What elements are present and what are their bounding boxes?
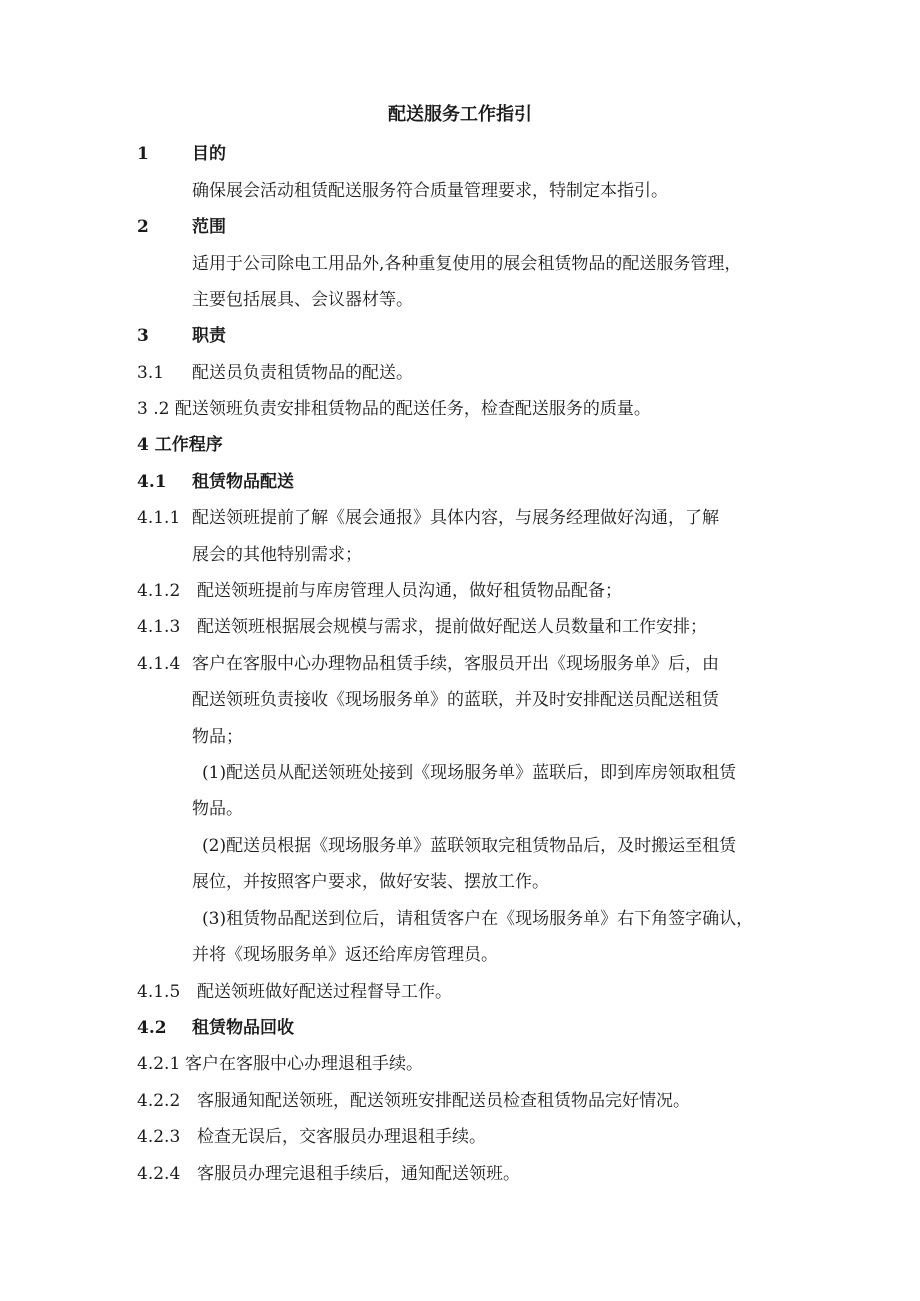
section-4-1-heading: 租赁物品配送 — [192, 472, 294, 492]
section-3-number: 3 — [137, 326, 149, 346]
item-4-2-3-text: 检查无误后，交客服员办理退租手续。 — [197, 1127, 486, 1147]
item-4-1-1-number: 4.1.1 — [137, 508, 181, 528]
section-2-number: 2 — [137, 217, 149, 237]
item-3-1-number: 3.1 — [137, 363, 165, 383]
section-4-1-number: 4.1 — [137, 472, 167, 492]
item-4-2-4-text: 客服员办理完退租手续后，通知配送领班。 — [197, 1164, 520, 1184]
item-4-1-3-text: 配送领班根据展会规模与需求，提前做好配送人员数量和工作安排； — [197, 617, 707, 637]
sub-item-3-line1: (3)租赁物品配送到位后，请租赁客户在《现场服务单》右下角签字确认， — [202, 909, 754, 929]
item-4-1-4-number: 4.1.4 — [137, 654, 181, 674]
item-4-2-1-number: 4.2.1 — [137, 1054, 181, 1074]
sub-item-3-line2: 并将《现场服务单》返还给库房管理员。 — [192, 945, 498, 965]
item-3-2-text: 3 .2 配送领班负责安排租赁物品的配送任务，检查配送服务的质量。 — [137, 399, 651, 419]
section-1-number: 1 — [137, 144, 149, 164]
section-2-text-line2: 主要包括展具、会议器材等。 — [192, 290, 413, 310]
item-4-2-3-number: 4.2.3 — [137, 1127, 181, 1147]
item-4-1-4-line2: 配送领班负责接收《现场服务单》的蓝联，并及时安排配送员配送租赁 — [192, 690, 719, 710]
section-2-text-line1: 适用于公司除电工用品外,各种重复使用的展会租赁物品的配送服务管理， — [192, 254, 742, 274]
item-4-1-4-line3: 物品； — [192, 727, 243, 747]
sub-item-1-line1: (1)配送员从配送领班处接到《现场服务单》蓝联后，即到库房领取租赁 — [202, 763, 737, 783]
section-4-2-heading: 租赁物品回收 — [192, 1018, 294, 1038]
item-4-2-2-text: 客服通知配送领班，配送领班安排配送员检查租赁物品完好情况。 — [197, 1091, 690, 1111]
item-4-2-1-text: 客户在客服中心办理退租手续。 — [185, 1054, 423, 1074]
item-4-1-2-number: 4.1.2 — [137, 581, 181, 601]
item-4-1-4-line1: 客户在客服中心办理物品租赁手续，客服员开出《现场服务单》后，由 — [192, 654, 719, 674]
section-4-2-number: 4.2 — [137, 1018, 167, 1038]
section-2-heading: 范围 — [192, 217, 226, 237]
item-4-1-1-line1: 配送领班提前了解《展会通报》具体内容，与展务经理做好沟通，了解 — [192, 508, 719, 528]
item-4-2-2-number: 4.2.2 — [137, 1091, 181, 1111]
item-4-1-5-number: 4.1.5 — [137, 982, 181, 1002]
section-1-heading: 目的 — [192, 144, 226, 164]
section-1-text: 确保展会活动租赁配送服务符合质量管理要求，特制定本指引。 — [192, 181, 668, 201]
sub-item-2-line1: (2)配送员根据《现场服务单》蓝联领取完租赁物品后，及时搬运至租赁 — [202, 836, 737, 856]
item-4-1-1-line2: 展会的其他特别需求； — [192, 545, 362, 565]
section-4-heading: 4 工作程序 — [137, 435, 223, 455]
sub-item-1-line2: 物品。 — [192, 799, 243, 819]
item-3-1-text: 配送员负责租赁物品的配送。 — [192, 363, 413, 383]
item-4-1-3-number: 4.1.3 — [137, 617, 181, 637]
item-4-1-5-text: 配送领班做好配送过程督导工作。 — [197, 982, 452, 1002]
item-4-1-2-text: 配送领班提前与库房管理人员沟通，做好租赁物品配备； — [197, 581, 622, 601]
page-title: 配送服务工作指引 — [388, 104, 532, 125]
section-3-heading: 职责 — [192, 326, 226, 346]
item-4-2-4-number: 4.2.4 — [137, 1164, 181, 1184]
sub-item-2-line2: 展位，并按照客户要求，做好安装、摆放工作。 — [192, 872, 549, 892]
